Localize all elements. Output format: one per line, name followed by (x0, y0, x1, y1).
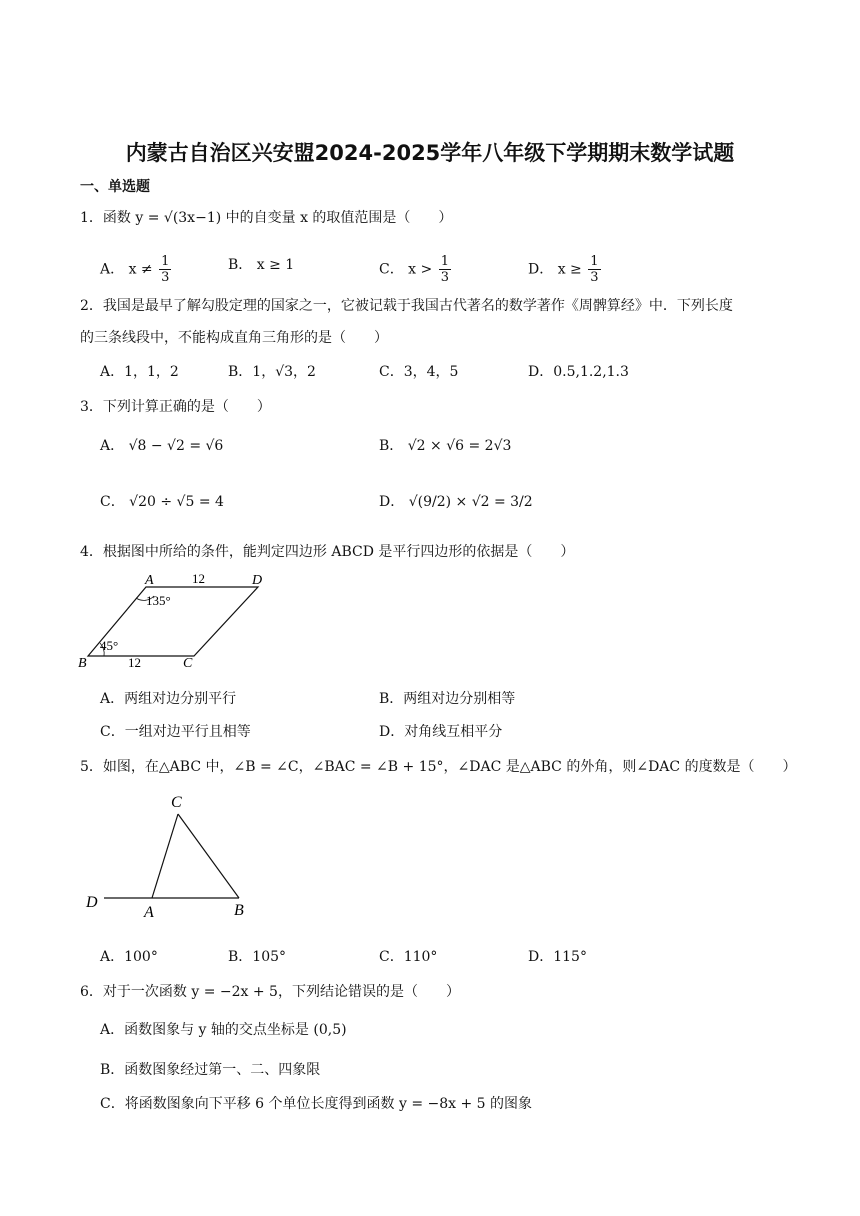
point-d-label: D (86, 894, 98, 911)
q3-option-a-expr: √8 − √2 = √6 (128, 438, 224, 454)
q1-option-b (228, 254, 294, 274)
q4-option-b: B．两组对边分别相等 (379, 691, 516, 707)
vertex-a-label: A (144, 904, 154, 921)
q1-option-a-label: A． (100, 261, 125, 278)
angle-b-label: 45° (100, 638, 119, 653)
question-6-stem: 6．对于一次函数 y = −2x + 5，下列结论错误的是（ ） (80, 984, 460, 1000)
q4-option-a: A．两组对边分别平行 (100, 691, 237, 707)
vertex-c-label: C (183, 656, 193, 670)
q1-option-d-fraction: $\frac{1}{3}$ (590, 254, 599, 285)
q1-option-c-label: C． (379, 261, 404, 278)
vertex-c-label: C (171, 794, 182, 811)
q5-option-c: C．110° (379, 949, 438, 965)
q1-option-d-label: D． (528, 261, 554, 278)
q4-option-d: D．对角线互相平分 (379, 724, 503, 740)
q3-option-a (100, 435, 223, 455)
side-ac (152, 814, 178, 898)
q3-option-d (379, 491, 533, 511)
q3-option-a-label: A． (100, 438, 125, 454)
vertex-d-label: D (252, 573, 263, 588)
q2-option-c: C．3，4，5 (379, 364, 459, 380)
q3-option-c (100, 491, 224, 511)
question-2-line-2: 的三条线段中，不能构成直角三角形的是（ ） (80, 330, 388, 346)
section-heading: 一、单选题 (80, 179, 150, 195)
q3-option-c-expr: √20 ÷ √5 = 4 (129, 494, 224, 510)
q1-option-b-label: B． (228, 257, 253, 273)
q3-option-b-label: B． (379, 438, 404, 454)
q1-option-d-expr: x ≥ (557, 261, 582, 278)
q6-option-c: C．将函数图象向下平移 6 个单位长度得到函数 y = −8x + 5 的图象 (100, 1096, 533, 1112)
q1-option-b-expr: x ≥ 1 (256, 257, 295, 273)
q4-option-c: C．一组对边平行且相等 (100, 724, 251, 740)
triangle-figure (82, 790, 262, 922)
q1-option-c (379, 254, 453, 285)
vertex-a-label: A (145, 573, 154, 588)
q6-option-a: A．函数图象与 y 轴的交点坐标是 (0,5) (100, 1022, 347, 1038)
q5-option-b: B．105° (228, 949, 287, 965)
q1-option-d (528, 254, 603, 285)
question-1-stem: 1．函数 y = √(3x−1) 中的自变量 x 的取值范围是（ ） (80, 210, 453, 226)
q3-option-b-expr: √2 × √6 = 2√3 (407, 438, 512, 454)
q2-option-d: D．0.5,1.2,1.3 (528, 364, 629, 380)
question-3-stem: 3．下列计算正确的是（ ） (80, 399, 271, 415)
bottom-side-length: 12 (128, 655, 141, 670)
q1-option-a (100, 254, 173, 285)
parallelogram-figure (76, 570, 276, 670)
q3-option-c-label: C． (100, 494, 125, 510)
q1-option-a-expr: x ≠ (128, 261, 153, 278)
q1-option-a-fraction: $\frac{1}{3}$ (161, 254, 170, 285)
q2-option-a: A．1，1，2 (100, 364, 179, 380)
vertex-b-label: B (234, 902, 244, 919)
q5-option-d: D．115° (528, 949, 587, 965)
question-5-stem: 5．如图，在△ABC 中，∠B = ∠C，∠BAC = ∠B + 15°，∠DAC 是△ABC 的外角，则∠DAC 的度数是（ ） (80, 759, 797, 775)
q5-option-a: A．100° (100, 949, 158, 965)
angle-a-label: 135° (146, 593, 171, 608)
vertex-b-label: B (78, 656, 87, 670)
q3-option-d-expr: √(9/2) × √2 = 3/2 (408, 494, 533, 510)
question-4-stem: 4．根据图中所给的条件，能判定四边形 ABCD 是平行四边形的依据是（ ） (80, 544, 575, 560)
question-2-line-1: 2．我国是最早了解勾股定理的国家之一，它被记载于我国古代著名的数学著作《周髀算经》中．下列长度 (80, 298, 733, 314)
q1-option-c-expr: x > (408, 261, 433, 278)
side-cb (178, 814, 239, 898)
q1-option-c-fraction: $\frac{1}{3}$ (440, 254, 449, 285)
q6-option-b: B．函数图象经过第一、二、四象限 (100, 1062, 321, 1078)
q3-option-d-label: D． (379, 494, 405, 510)
q3-option-b (379, 435, 511, 455)
top-side-length: 12 (192, 571, 205, 586)
q2-option-b: B．1，√3，2 (228, 364, 316, 380)
page-title: 内蒙古自治区兴安盟2024-2025学年八年级下学期期末数学试题 (125, 141, 735, 165)
